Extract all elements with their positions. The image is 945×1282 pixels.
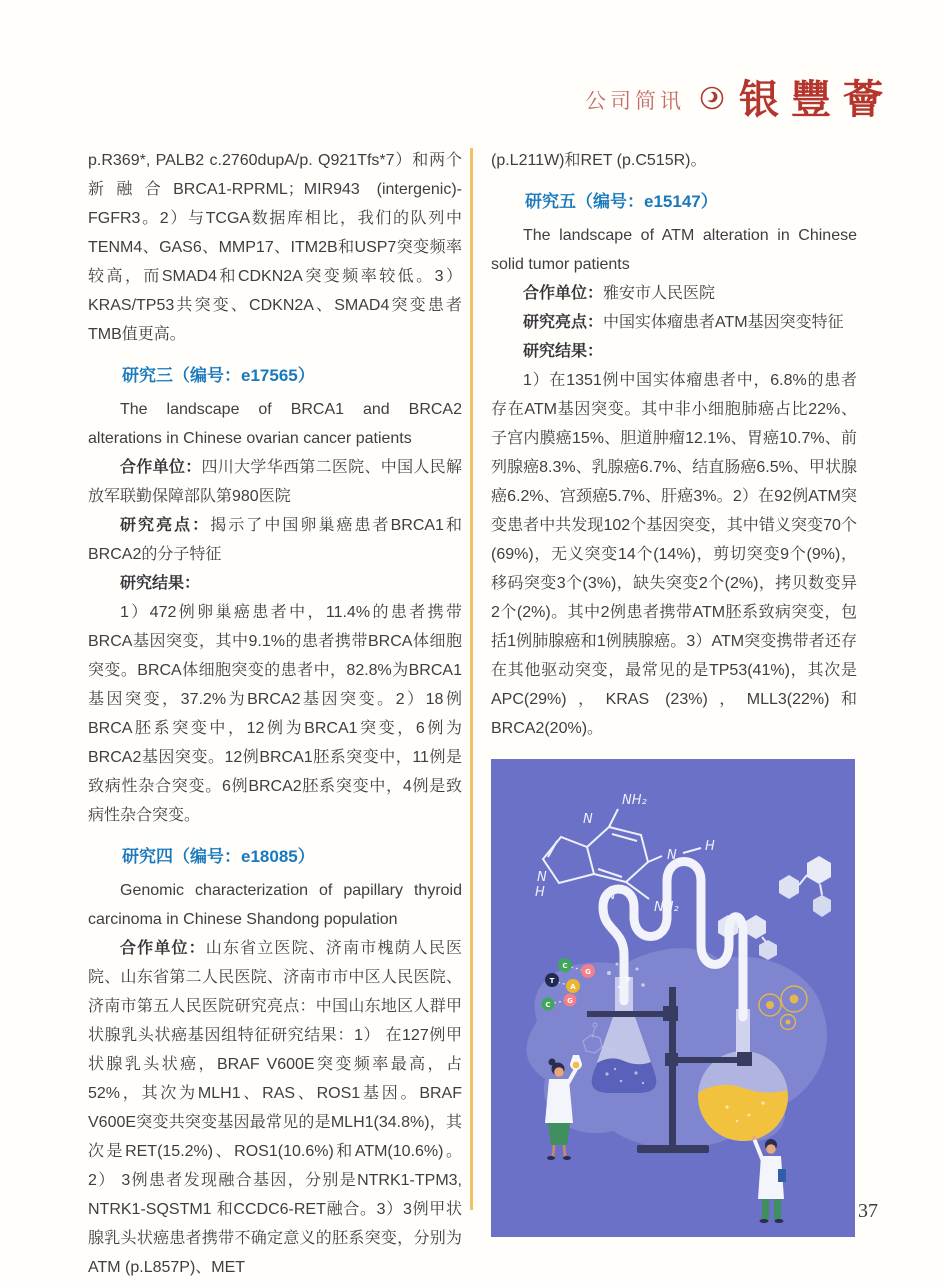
base-letter: C: [545, 1001, 551, 1009]
column-divider: [470, 148, 473, 1210]
study5-results-label: 研究结果：: [523, 343, 604, 360]
study2-results-continuation: p.R369*, PALB2 c.2760dupA/p. Q921Tfs*7）和两个新融合BRCA1-RPRML；MIR943 (intergenic)-FGFR3。2）与TCGA数据库相比，我们的队列中TENM4、GAS6、MMP17、ITM2B和USP7突变频率较高，而SMAD4和CDKN2A突变频率较低。3）KRAS/TP53共突变、CDKN2A、SMAD4突变患者TMB值更高。: [88, 152, 462, 343]
partner-value: 雅安市人民医院: [603, 285, 716, 302]
molecule-n-label: N: [583, 812, 593, 827]
page-number: 37: [858, 1200, 878, 1222]
left-column: [88, 146, 462, 1282]
base-letter: A: [570, 983, 576, 991]
highlight-label: 研究亮点：: [120, 517, 211, 534]
molecule-n-label: N: [606, 888, 616, 903]
molecule-h-label: H: [535, 885, 545, 900]
study5-results: 1）在1351例中国实体瘤患者中，6.8%的患者存在ATM基因突变。其中非小细胞肺癌占比22%、子宫内膜癌15%、胆道肿瘤12.1%、胃癌10.7%、前列腺癌8.3%、乳腺癌6.7%、结直肠癌6.5%、甲状腺癌6.2%、宫颈癌5.7%、肝癌3%。2）在92例ATM突变患者中共发现102个基因突变，其中错义突变70个(69%)，无义突变14个(14%)，剪切突变9个(9%)，移码突变3个(3%)，缺失突变2个(2%)，拷贝数变异2个(2%)。其中2例患者携带ATM胚系致病突变，包括1例肺腺癌和1例胰腺癌。3）ATM突变携带者还存在其他驱动突变，最常见的是TP53(41%)，其次是APC(29%)，KRAS (23%)，MLL3(22%)和BRCA2(20%)。: [491, 372, 857, 737]
brand-logotype: 银豐薈: [739, 76, 895, 123]
study5-partner: [491, 279, 857, 308]
molecule-nh2-label: NH₂: [654, 900, 679, 915]
partner-label: 合作单位：: [523, 285, 604, 302]
base-letter: G: [567, 997, 573, 1005]
section-label: 公司简讯: [585, 90, 685, 113]
study5-title: The landscape of ATM alteration in Chinese solid tumor patients: [491, 227, 857, 273]
study5-highlight: [491, 308, 857, 337]
study4-results-continuation: (p.L211W)和RET (p.C515R)。: [491, 152, 707, 169]
study3-results-label: 研究结果：: [120, 575, 201, 592]
highlight-value: 中国实体瘤患者ATM基因突变特征: [603, 314, 844, 331]
right-column: [491, 146, 857, 1237]
study3-results: 1）472例卵巢癌患者中，11.4%的患者携带BRCA基因突变，其中9.1%的患者携带BRCA体细胞突变。BRCA体细胞突变的患者中，82.8%为BRCA1基因突变，37.2%为BRCA2基因突变。2）18例BRCA胚系突变中，12例为BRCA1突变，6例为BRCA2基因突变。12例BRCA1胚系突变中，11例是致病性杂合突变。6例BRCA2胚系突变中，4例是致病性杂合突变。: [88, 604, 462, 824]
page-header: [585, 76, 895, 123]
study4-body: [88, 934, 462, 1282]
molecule-nh2-label: NH₂: [622, 793, 647, 808]
study3-title: The landscape of BRCA1 and BRCA2 alterations in Chinese ovarian cancer patients: [88, 401, 462, 447]
base-letter: T: [549, 977, 555, 985]
highlight-label: 研究亮点：: [523, 314, 604, 331]
base-letter: C: [562, 962, 568, 970]
study5-heading: 研究五（编号：e15147）: [525, 192, 718, 211]
molecule-n-label: N: [667, 848, 677, 863]
molecule-n-label: N: [537, 870, 547, 885]
partner-label: 合作单位：: [120, 459, 202, 476]
base-letter: G: [585, 968, 591, 976]
molecule-h-label: H: [705, 839, 715, 854]
study4-heading: 研究四（编号：e18085）: [122, 847, 315, 866]
study3-heading: 研究三（编号：e17565）: [122, 366, 315, 385]
study3-highlight: [88, 511, 462, 569]
brand-swirl-icon: [699, 85, 725, 116]
partner-label: 合作单位：: [120, 940, 206, 957]
lab-illustration: [491, 759, 855, 1237]
partner-value: 四川大学华西第二医院、中国人民解放军联勤保障部队第980医院: [88, 459, 462, 505]
study3-partner: [88, 453, 462, 511]
highlight-value: 揭示了中国卵巢癌患者BRCA1和BRCA2的分子特征: [88, 517, 462, 563]
study4-title: Genomic characterization of papillary thyroid carcinoma in Chinese Shandong population: [88, 882, 462, 928]
study4-body-text: 山东省立医院、济南市槐荫人民医院、山东省第二人民医院、济南市市中区人民医院、济南市第五人民医院研究亮点：中国山东地区人群甲状腺乳头状癌基因组特征研究结果：1） 在127例甲状腺乳头状癌，BRAF V600E突变频率最高，占52%，其次为MLH1、RAS、ROS1基因。BRAF V600E突变共突变基因最常见的是MLH1(34.8%)，其次是RET(15.2%)、ROS1(10.6%)和ATM(10.6%)。2） 3例患者发现融合基因，分别是NTRK1-TPM3, NTRK1-SQSTM1 和CCDC6-RET融合。3）3例甲状腺乳头状癌患者携带不确定意义的胚系突变，分别为ATM (p.L857P)、MET: [88, 940, 462, 1276]
